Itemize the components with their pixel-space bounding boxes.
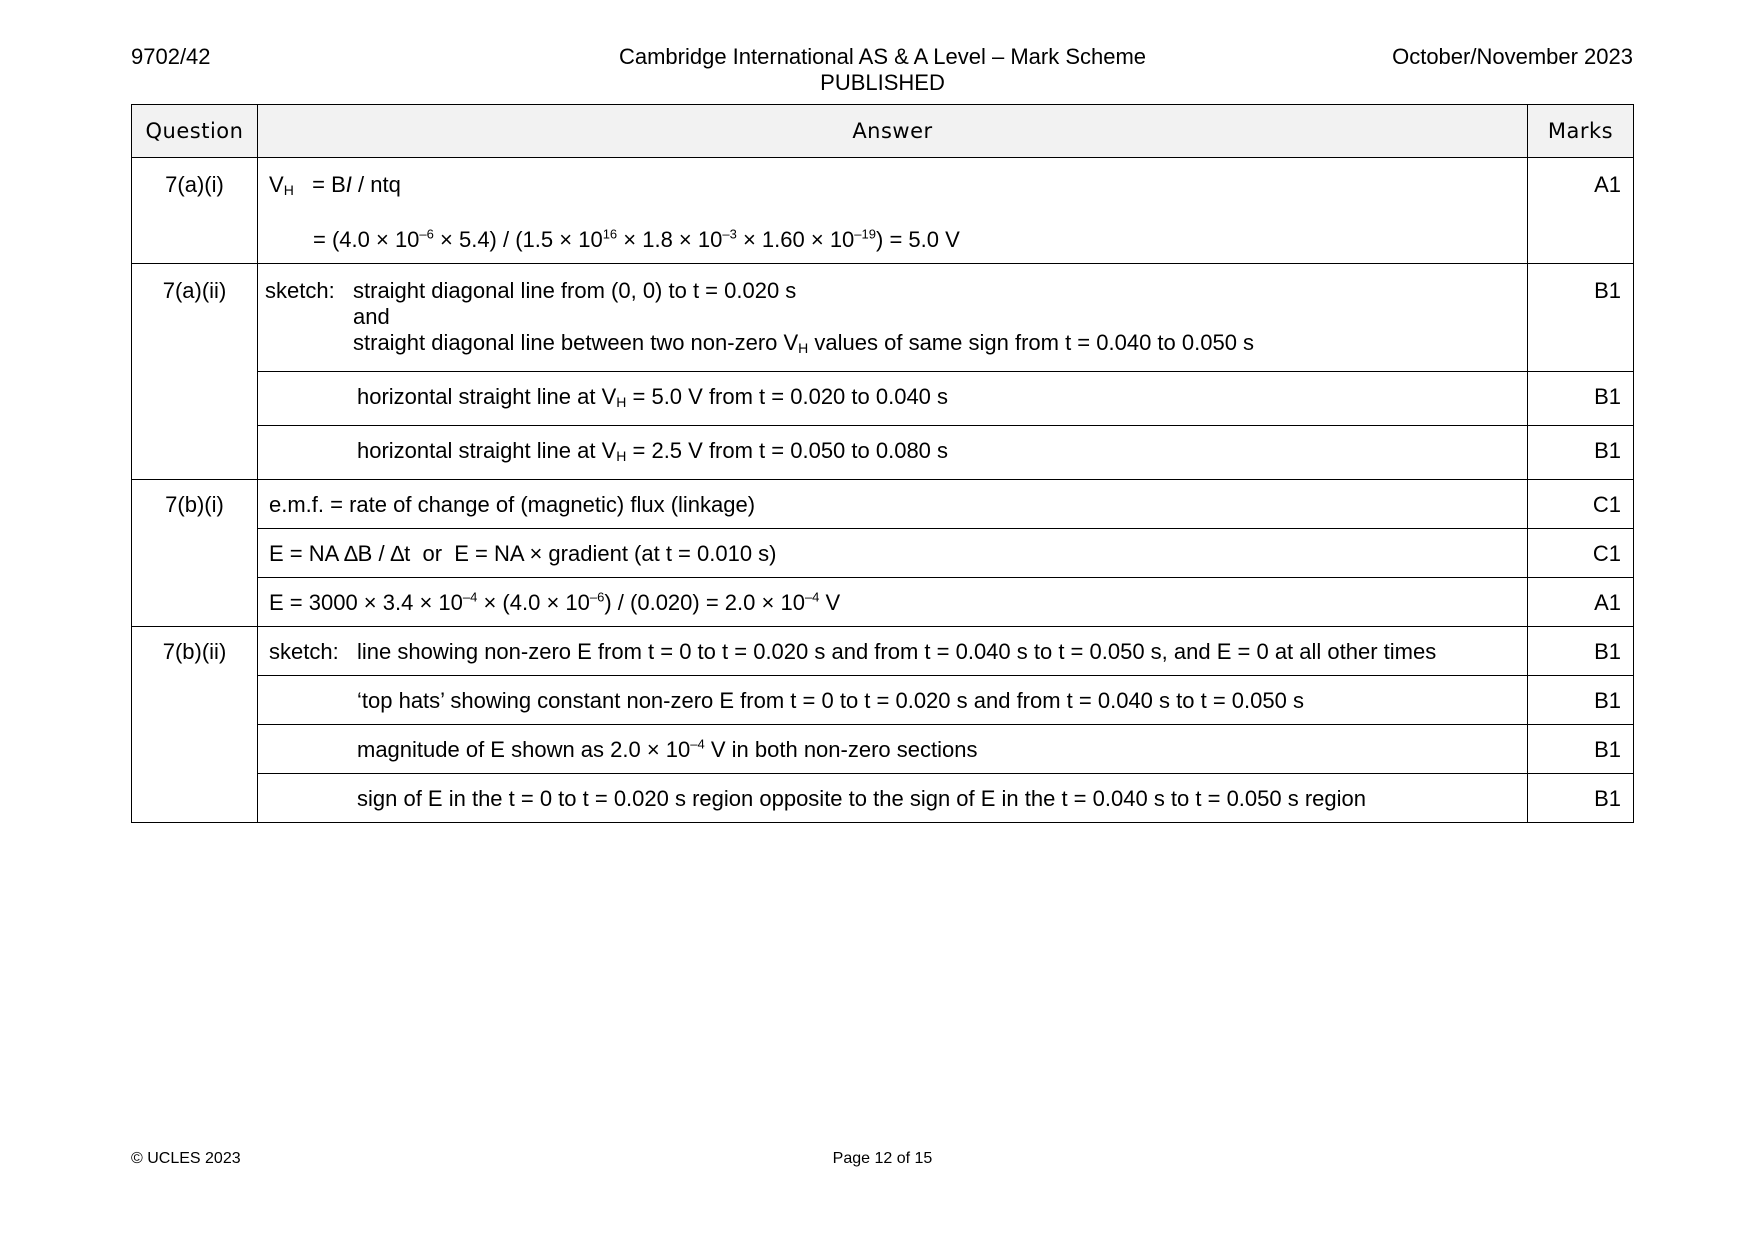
mark-scheme-table <box>131 104 1634 823</box>
marks-cell: B1 <box>1528 774 1634 823</box>
published-label: PUBLISHED <box>820 70 945 95</box>
table-row <box>132 372 1634 426</box>
table-row <box>132 774 1634 823</box>
answer-cell: sketch: line showing non-zero E from t = 0 to t = 0.020 s and from t = 0.040 s to t = 0.050 s, and E = 0 at all other times <box>258 627 1528 676</box>
marks-cell: B1 <box>1528 372 1634 426</box>
answer-cell: horizontal straight line at $V_H = 5.0$ V from t = 0.020 to 0.040 s <box>258 372 1528 426</box>
table-row <box>132 725 1634 774</box>
marks-cell: C1 <box>1528 480 1634 529</box>
question-column-header: Question <box>132 105 258 158</box>
table-header-row <box>132 105 1634 158</box>
title-line: Cambridge International AS & A Level – Mark Scheme <box>618 44 1147 69</box>
answer-cell: sketch: straight diagonal line from (0, 0) to t = 0.020 s and straight diagonal line between two non-zero $V_H$ values of same sign from t = 0.040 to 0.050 s <box>258 264 1528 372</box>
answer-cell: horizontal straight line at $V_H = 2.5$ V from t = 0.050 to 0.080 s <box>258 426 1528 480</box>
answer-cell: e.m.f. = rate of change of (magnetic) flux (linkage) <box>258 480 1528 529</box>
table-row <box>132 264 1634 372</box>
marks-cell: B1 <box>1528 676 1634 725</box>
answer-column-header: Answer <box>258 105 1528 158</box>
table-row <box>132 627 1634 676</box>
question-number: 7(a)(i) <box>132 158 258 264</box>
answer-cell: sign of E in the t = 0 to t = 0.020 s region opposite to the sign of E in the t = 0.040 s to t = 0.050 s region <box>258 774 1528 823</box>
marks-cell: B1 <box>1528 725 1634 774</box>
equation-line: = $(4.0 \times 10^{-6} \times 5.4) / (1.5 \times 10^{16} \times 1.8 \times 10^{-3} \times 1.60 \times 10^{-19}) = 5.0$ V <box>313 226 960 252</box>
marks-cell: A1 <box>1528 158 1634 264</box>
page-number: Page 12 of 15 <box>832 1150 933 1167</box>
marks-cell: B1 <box>1528 264 1634 372</box>
equation-line: $V_H$ = BI / ntq <box>269 172 401 198</box>
answer-cell <box>258 158 1528 264</box>
question-number: 7(a)(ii) <box>132 264 258 480</box>
answer-cell: E = NA ∆B / ∆t or E = NA × gradient (at t = 0.010 s) <box>258 529 1528 578</box>
table-row <box>132 480 1634 529</box>
marks-cell: A1 <box>1528 578 1634 627</box>
paper-code: 9702/42 <box>131 44 211 69</box>
table-row <box>132 676 1634 725</box>
answer-cell: magnitude of E shown as $2.0 \times 10^{-4}$ V in both non-zero sections <box>258 725 1528 774</box>
marks-cell: B1 <box>1528 426 1634 480</box>
sketch-label: sketch: <box>265 278 335 303</box>
table-row <box>132 529 1634 578</box>
question-number: 7(b)(ii) <box>132 627 258 823</box>
exam-session: October/November 2023 <box>1392 44 1633 69</box>
marks-cell: B1 <box>1528 627 1634 676</box>
marks-column-header: Marks <box>1528 105 1634 158</box>
copyright-notice: © UCLES 2023 <box>131 1150 241 1167</box>
answer-cell: $E = 3000 \times 3.4 \times 10^{-4} \times (4.0 \times 10^{-6}) / (0.020) = 2.0 \times 10^{-4}$ V <box>258 578 1528 627</box>
marks-cell: C1 <box>1528 529 1634 578</box>
table-row <box>132 426 1634 480</box>
sketch-label: sketch: <box>269 639 339 664</box>
answer-cell: ‘top hats’ showing constant non-zero E from t = 0 to t = 0.020 s and from t = 0.040 s to t = 0.050 s <box>258 676 1528 725</box>
question-number: 7(b)(i) <box>132 480 258 627</box>
table-row <box>132 158 1634 264</box>
table-row <box>132 578 1634 627</box>
